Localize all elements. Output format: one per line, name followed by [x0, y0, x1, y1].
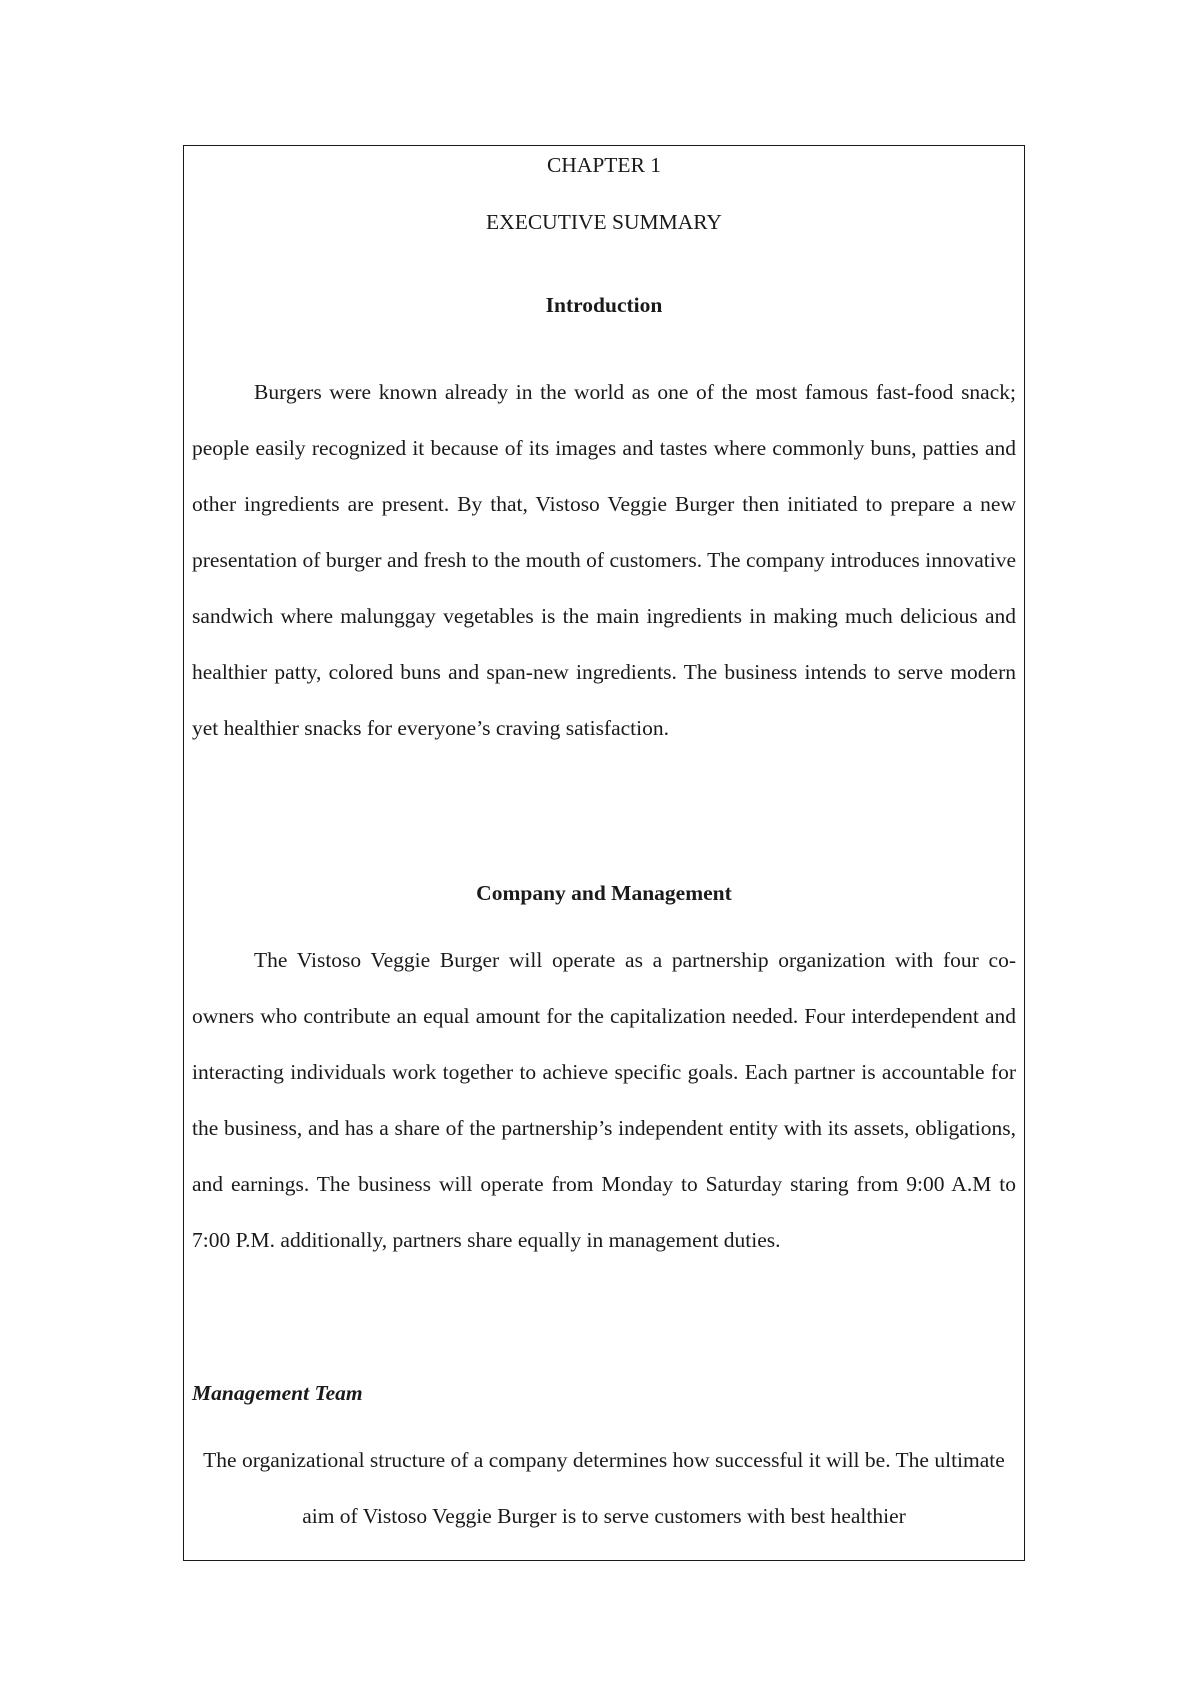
company-management-heading: Company and Management — [476, 881, 732, 905]
page-border-frame — [183, 145, 1025, 1561]
introduction-heading: Introduction — [545, 293, 663, 317]
document-body — [192, 146, 1016, 1560]
section-title: EXECUTIVE SUMMARY — [486, 210, 722, 234]
chapter-label: CHAPTER 1 — [546, 153, 662, 177]
management-team-heading: Management Team — [192, 1381, 363, 1405]
introduction-paragraph: Burgers were known already in the world as one of the most famous fast-food snack; people easily recognized it because of its images and tastes where commonly buns, patties and other ingredients are present. By that, Vistoso Veggie Burger then initiated to prepare a new presentation of burger and fresh to the mouth of customers. The company introduces innovative sandwich where malunggay vegetables is the main ingredients in making much delicious and healthier patty, colored buns and span-new ingredients. The business intends to serve modern yet healthier snacks for everyone’s craving satisfaction. — [192, 380, 1016, 740]
company-management-paragraph: The Vistoso Veggie Burger will operate as a partnership organization with four co-owners who contribute an equal amount for the capitalization needed. Four interdependent and interacting individuals work together to achieve specific goals. Each partner is accountable for the business, and has a share of the partnership’s independent entity with its assets, obligations, and earnings. The business will operate from Monday to Saturday staring from 9:00 A.M to 7:00 P.M. additionally, partners share equally in management duties. — [192, 948, 1016, 1252]
management-team-paragraph: The organizational structure of a company determines how successful it will be. The ultimate aim of Vistoso Veggie Burger is to serve customers with best healthier — [203, 1448, 1005, 1528]
